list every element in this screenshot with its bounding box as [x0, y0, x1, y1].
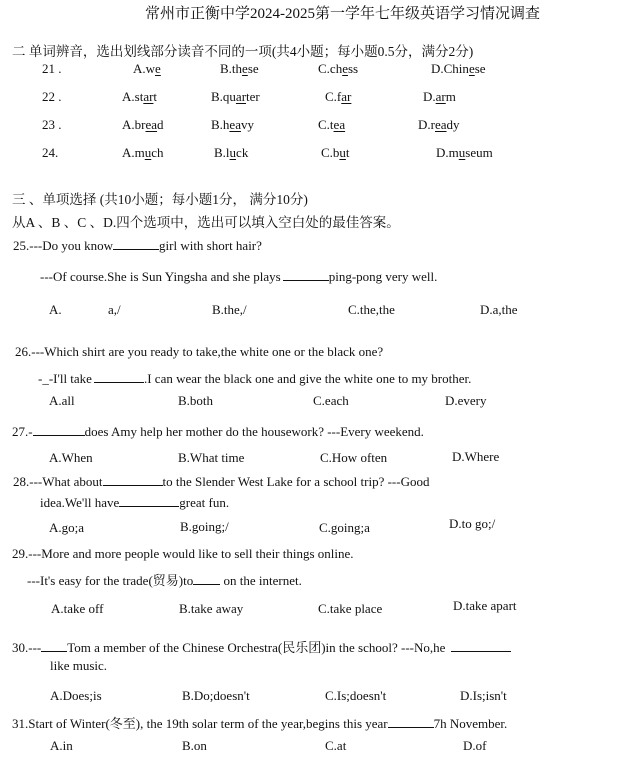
word-option-c [318, 117, 345, 133]
q25-text-a: 25.---Do you know [13, 238, 114, 253]
q27-text-a: 27.- [12, 424, 33, 439]
q26-line2 [38, 371, 471, 387]
word-part: m [134, 145, 145, 160]
word-part: l [225, 145, 230, 160]
word-part: th [231, 61, 243, 76]
word-option-d [423, 89, 456, 105]
q31-line1 [12, 713, 507, 732]
word-part: ck [236, 145, 249, 160]
q25-option-b: B.the,/ [212, 302, 247, 317]
q30-option-d: D.Is;isn't [460, 688, 507, 703]
underlined-letters: ar [235, 89, 247, 104]
word-option-b [211, 117, 254, 133]
q29-option-b: B.take away [179, 601, 244, 616]
q26-text-a: -_-I'll take [38, 371, 92, 386]
q28-option-b: B.going;/ [180, 519, 229, 534]
q28-blank-1 [103, 474, 163, 486]
word-part: br [134, 117, 146, 132]
word-part: D. [423, 89, 436, 104]
q28-text-a: 28.---What about [13, 474, 103, 489]
word-item-number: 21 . [42, 61, 62, 76]
underlined-letters: u [339, 145, 346, 160]
word-part: ch [329, 61, 343, 76]
q26-option-c: C.each [313, 393, 349, 408]
q29-line2 [27, 570, 302, 589]
word-option-b [220, 61, 259, 77]
q26-option-b: B.both [178, 393, 214, 408]
word-part: C. [325, 89, 337, 104]
word-part: D. [436, 145, 449, 160]
word-part: st [134, 89, 144, 104]
word-part: ss [347, 61, 359, 76]
word-part: t [329, 117, 334, 132]
q28-option-a: A.go;a [49, 520, 85, 535]
word-part: ter [246, 89, 260, 104]
underlined-letters: u [144, 145, 152, 160]
underlined-letters: u [458, 145, 466, 160]
q30-option-b: B.Do;doesn't [182, 688, 250, 703]
word-part: D. [431, 61, 444, 76]
underlined-letters: ea [333, 117, 346, 132]
q28-option-c: C.going;a [319, 520, 370, 535]
q29-blank [193, 573, 220, 585]
section3-instruction: 从A 、B 、C 、D.四个选项中，选出可以填入空白处的最佳答案。 [12, 215, 400, 230]
q27-line1 [12, 424, 424, 440]
underlined-letters: ea [434, 117, 447, 132]
q25-line2 [40, 269, 437, 285]
q28-blank-2 [119, 495, 179, 507]
word-option-d [431, 61, 486, 77]
word-part: D. [418, 117, 431, 132]
word-item-number: 22 . [42, 89, 62, 104]
q29-line1: 29.---More and more people would like to sell their things online. [12, 546, 354, 561]
word-part: A. [122, 117, 135, 132]
word-option-c [321, 145, 350, 161]
q30-blank-1 [41, 640, 67, 652]
q25-option-d: D.a,the [480, 302, 518, 317]
underlined-letters: e [468, 61, 475, 76]
q25-option-a: A. [49, 302, 62, 317]
word-part: dy [446, 117, 460, 132]
q25-text-c: ---Of course.She is Sun Yingsha and she plays [40, 269, 281, 284]
q31-text-b: 7h November. [433, 716, 508, 731]
q30-text-b: Tom a member of the Chinese Orchestra(民乐团)in the school? ---No,he [67, 640, 446, 655]
underlined-letters: ar [341, 89, 352, 104]
q31-option-a: A.in [50, 738, 73, 753]
q25-text-b: girl with short hair? [159, 238, 262, 253]
word-part: t [345, 145, 350, 160]
word-item-number: 23 . [42, 117, 62, 132]
word-part: B. [211, 89, 223, 104]
word-item-number: 24. [42, 145, 59, 160]
word-option-c [318, 61, 358, 77]
underlined-letters: ea [145, 117, 158, 132]
word-part: C. [318, 117, 330, 132]
q28-text-b: to the Slender West Lake for a school trip? ---Good [162, 474, 430, 489]
q27-option-c: C.How often [320, 450, 388, 465]
section3-heading: 三 、单项选择 (共10小题；每小题1分， 满分10分) [12, 192, 308, 207]
word-part: t [153, 89, 158, 104]
q25-blank-2 [283, 269, 329, 281]
word-part: B. [214, 145, 226, 160]
q25-blank-1 [113, 238, 159, 250]
section2-heading: 二 单词辨音，选出划线部分读音不同的一项(共4小题；每小题0.5分，满分2分) [12, 44, 474, 59]
word-part: se [247, 61, 259, 76]
word-part: A. [122, 145, 135, 160]
word-option-a [122, 117, 164, 133]
q31-option-d: D.of [463, 738, 487, 753]
word-part: ch [151, 145, 164, 160]
word-option-c [325, 89, 351, 105]
q26-text-b: .I can wear the black one and give the white one to my brother. [143, 371, 472, 386]
word-option-d [436, 145, 493, 161]
q30-text-a: 30.--- [12, 640, 42, 655]
word-option-a [122, 145, 164, 161]
word-part: seum [465, 145, 493, 160]
word-part: f [336, 89, 342, 104]
word-part: qu [222, 89, 236, 104]
word-part: w [145, 61, 156, 76]
word-option-a [133, 61, 161, 77]
underlined-letters: ar [435, 89, 446, 104]
word-part: C. [318, 61, 330, 76]
underlined-letters: e [242, 61, 248, 76]
q27-option-d: D.Where [452, 449, 500, 464]
q25-option-c: C.the,the [348, 302, 395, 317]
word-part: B. [211, 117, 223, 132]
word-option-d [418, 117, 460, 133]
word-part: h [222, 117, 230, 132]
q27-option-a: A.When [49, 450, 93, 465]
q29-option-d: D.take apart [453, 598, 517, 613]
underlined-letters: ar [143, 89, 154, 104]
q28-option-d: D.to go;/ [449, 516, 496, 531]
q31-option-c: C.at [325, 738, 347, 753]
word-part: se [474, 61, 486, 76]
q28-text-c: idea.We'll have [40, 495, 120, 510]
word-option-b [214, 145, 248, 161]
q28-line2 [40, 495, 229, 511]
q29-text-a: ---It's easy for the trade(贸易)to [27, 573, 194, 588]
word-part: C. [321, 145, 333, 160]
q26-line1: 26.---Which shirt are you ready to take,the white one or the black one? [15, 344, 384, 359]
q27-blank [33, 424, 85, 436]
word-option-a [122, 89, 157, 105]
q28-line1 [13, 474, 429, 490]
word-part: B. [220, 61, 232, 76]
word-part: b [332, 145, 340, 160]
q31-blank [388, 716, 434, 728]
q29-option-c: C.take place [318, 601, 383, 616]
q30-option-c: C.Is;doesn't [325, 688, 387, 703]
word-part: r [430, 117, 435, 132]
q30-blank-2 [451, 640, 511, 652]
q25-line1 [13, 238, 262, 254]
word-part: m [445, 89, 456, 104]
underlined-letters: u [229, 145, 237, 160]
word-part: m [448, 145, 459, 160]
q29-option-a: A.take off [51, 601, 104, 616]
q31-text-a: 31.Start of Winter(冬至), the 19th solar term of the year,begins this year [12, 716, 388, 731]
underlined-letters: e [342, 61, 348, 76]
q27-text-b: does Amy help her mother do the housework? ---Every weekend. [84, 424, 424, 439]
underlined-letters: ea [229, 117, 241, 132]
q30-line1 [12, 637, 511, 656]
word-part: Chin [443, 61, 469, 76]
q29-text-b: on the internet. [223, 573, 302, 588]
q26-option-a: A.all [49, 393, 75, 408]
word-part: d [157, 117, 164, 132]
word-part: A. [133, 61, 146, 76]
word-part: A. [122, 89, 135, 104]
word-option-b [211, 89, 260, 105]
q26-blank [94, 371, 144, 383]
q30-line2: like music. [50, 658, 108, 673]
q25-option-a-value: a,/ [108, 302, 121, 317]
q31-option-b: B.on [182, 738, 207, 753]
q25-text-d: ping-pong very well. [328, 269, 438, 284]
page-title: 常州市正衡中学2024-2025第一学年七年级英语学习情况调查 [145, 6, 540, 22]
q26-option-d: D.every [445, 393, 487, 408]
word-part: vy [240, 117, 254, 132]
q27-option-b: B.What time [178, 450, 245, 465]
underlined-letters: e [155, 61, 161, 76]
q28-text-d: great fun. [179, 495, 230, 510]
q30-option-a: A.Does;is [50, 688, 102, 703]
